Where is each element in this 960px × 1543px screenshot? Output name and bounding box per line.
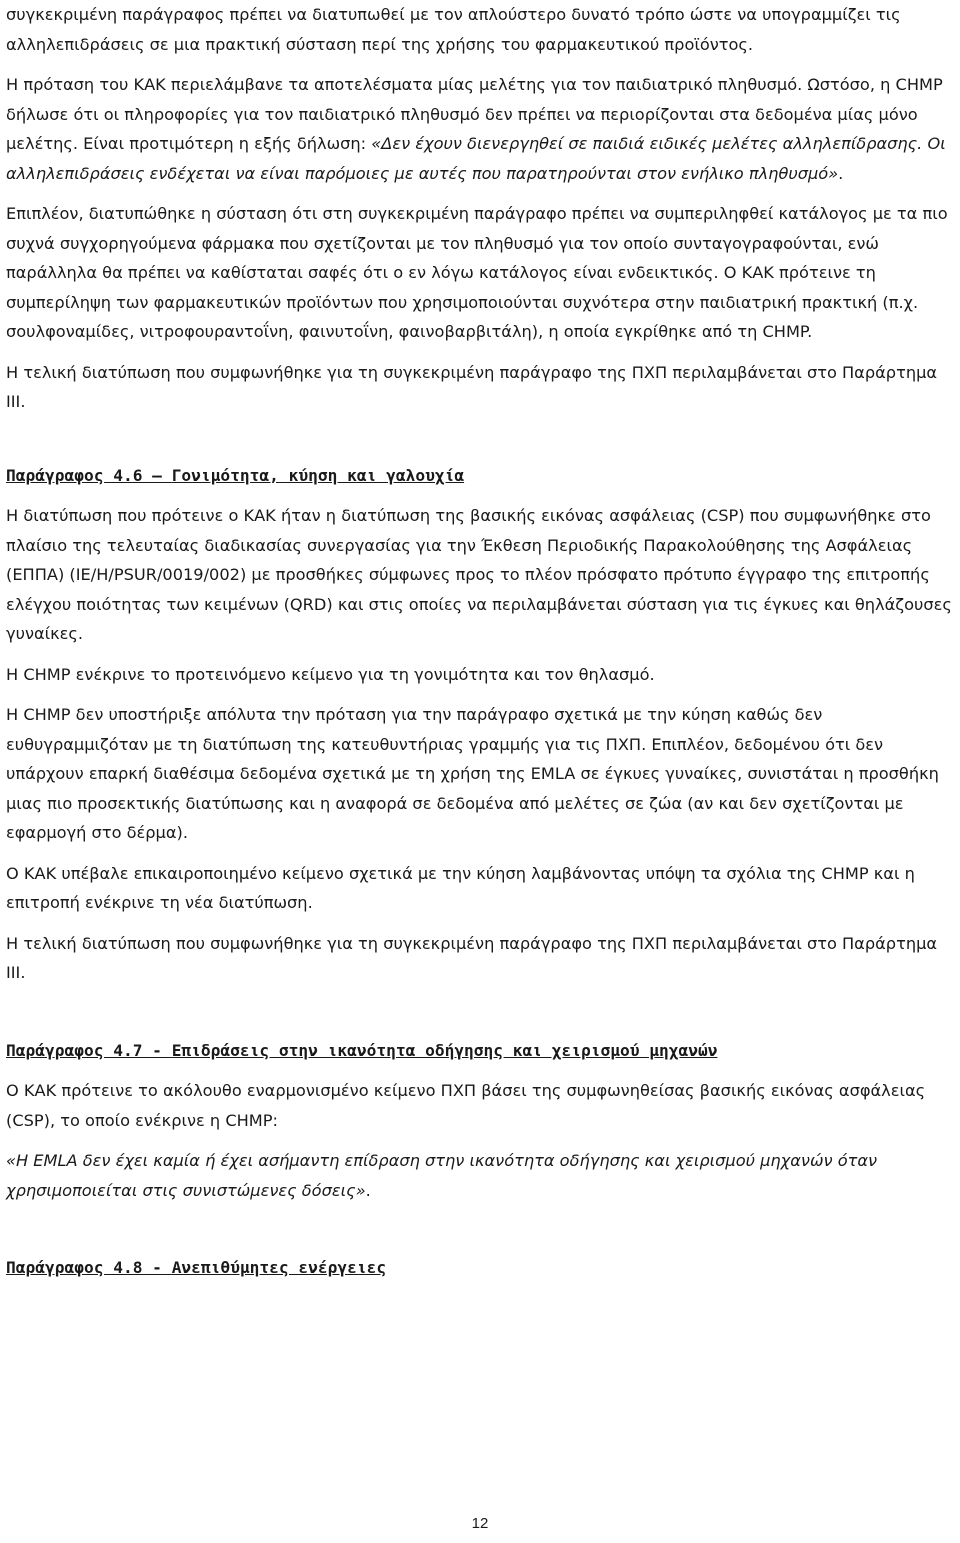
quote-end-47: . bbox=[365, 1180, 371, 1200]
paragraph-46-final-wording: Η τελική διατύπωση που συμφωνήθηκε για τη συγκεκριμένη παράγραφο της ΠΧΠ περιλαμβάνεται στο Παράρτημα ΙΙΙ. bbox=[6, 933, 938, 982]
paragraph-46-csp: Η διατύπωση που πρότεινε ο ΚΑΚ ήταν η διατύπωση της βασικής εικόνας ασφάλειας (CSP) που συμφωνήθηκε στο πλαίσιο της τελευταίας διαδικασίας συνεργασίας για την Έκθεση Περιοδικής Παρακολούθησης της Ασφάλειας (ΕΠΠΑ) (IE/H/PSUR/0019/002) με προσθήκες σύμφωνες προς το πλέον πρόσφατο πρότυπο έγγραφο της επιτροπής ελέγχου ποιότητας των κειμένων (QRD) και στις οποίες να περιλαμβάνεται σύσταση για τις έγκυες και θηλάζουσες γυναίκες. bbox=[6, 506, 952, 643]
paragraph-46-fertility: Η CHMP ενέκρινε το προτεινόμενο κείμενο για τη γονιμότητα και τον θηλασμό. bbox=[6, 664, 655, 684]
section-heading-4-6 bbox=[6, 461, 954, 491]
paragraph-kak-pediatric bbox=[6, 70, 954, 188]
paragraph-47-quote bbox=[6, 1146, 954, 1205]
section-heading-4-6-title: Γονιμότητα, κύηση και γαλουχία bbox=[171, 465, 465, 485]
paragraph-interactions-intro: συγκεκριμένη παράγραφος πρέπει να διατυπωθεί με τον απλούστερο δυνατό τρόπο ώστε να υπογραμμίζει τις αλληλεπιδράσεις σε μια πρακτική σύσταση περί της χρήσης του φαρμακευτικού προϊόντος. bbox=[6, 5, 901, 54]
section-heading-4-7 bbox=[6, 1036, 954, 1066]
section-heading-4-8-title: Ανεπιθύμητες ενέργειες bbox=[171, 1258, 387, 1277]
paragraph-kak-pediatric-text: Η πρόταση του ΚΑΚ περιελάμβανε τα αποτελέσματα μίας μελέτης για τον παιδιατρικό πληθυσμό. Ωστόσο, η CHMP δήλωσε ότι οι πληροφορίες για τον παιδιατρικό πληθυσμό δεν πρέπει να περιορίζονται στα δεδομένα μίας μόνο μελέτης. Είναι προτιμότερη η εξής δήλωση: bbox=[6, 75, 943, 153]
paragraph-medication-list: Επιπλέον, διατυπώθηκε η σύσταση ότι στη συγκεκριμένη παράγραφο πρέπει να συμπεριληφθεί κατάλογος με τα πιο συχνά συγχορηγούμενα φάρμακα που σχετίζονται με τον πληθυσμό για τον οποίο συνταγογραφούνται, ενώ παράλληλα θα πρέπει να καθίσταται σαφές ότι ο εν λόγω κατάλογος είναι ενδεικτικός. Ο ΚΑΚ πρότεινε τη συμπερίληψη των φαρμακευτικών προϊόντων που χρησιμοποιούνται συχνότερα στην παιδιατρική πρακτική (π.χ. σουλφοναμίδες, νιτροφουραντοΐνη, φαινυτοΐνη, φαινοβαρβιτάλη), η οποία εγκρίθηκε από τη CHMP. bbox=[6, 204, 948, 341]
paragraph-47-proposal: Ο ΚΑΚ πρότεινε το ακόλουθο εναρμονισμένο κείμενο ΠΧΠ βάσει της συμφωνηθείσας βασικής εικόνας ασφάλειας (CSP), το οποίο ενέκρινε η CHMP: bbox=[6, 1081, 926, 1130]
section-heading-4-8 bbox=[6, 1253, 954, 1283]
section-heading-4-7-number: Παράγραφος 4.7 - bbox=[6, 1040, 172, 1060]
paragraph-46-pregnancy: Η CHMP δεν υποστήριξε απόλυτα την πρόταση για την παράγραφο σχετικά με την κύηση καθώς δεν ευθυγραμμιζόταν με τη διατύπωση της κατευθυντήριας γραμμής για τις ΠΧΠ. Επιπλέον, δεδομένου ότι δεν υπάρχουν επαρκή διαθέσιμα δεδομένα σχετικά με τη χρήση της EMLA σε έγκυες γυναίκες, συνιστάται η προσθήκη μιας πιο προσεκτικής διατύπωσης και η αναφορά σε δεδομένα από μελέτες σε ζώα (αν και δεν σχετίζονται με εφαρμογή στο δέρμα). bbox=[6, 705, 939, 842]
quoted-statement: «Δεν έχουν διενεργηθεί σε παιδιά ειδικές μελέτες αλληλεπίδρασης. Οι αλληλεπιδράσεις ενδέχεται να είναι παρόμοιες με αυτές που παρατηρούνται στον ενήλικο πληθυσμό» bbox=[6, 134, 946, 183]
page-number: 12 bbox=[471, 1515, 489, 1532]
paragraph-46-updated-text: Ο ΚΑΚ υπέβαλε επικαιροποιημένο κείμενο σχετικά με την κύηση λαμβάνοντας υπόψη τα σχόλια της CHMP και η επιτροπή ενέκρινε τη νέα διατύπωση. bbox=[6, 863, 915, 912]
document-page bbox=[6, 0, 954, 1283]
section-heading-4-8-number: Παράγραφος 4.8 - bbox=[6, 1258, 172, 1277]
section-heading-4-7-title: Επιδράσεις στην ικανότητα οδήγησης και χειρισμού μηχανών bbox=[171, 1040, 718, 1060]
quoted-statement-47: «Η EMLA δεν έχει καμία ή έχει ασήμαντη επίδραση στην ικανότητα οδήγησης και χειρισμού μηχανών όταν χρησιμοποιείται στις συνιστώμενες δόσεις» bbox=[6, 1151, 878, 1200]
section-heading-4-6-number: Παράγραφος 4.6 – bbox=[6, 465, 172, 485]
quote-end: . bbox=[838, 163, 844, 183]
paragraph-final-wording-45: Η τελική διατύπωση που συμφωνήθηκε για τη συγκεκριμένη παράγραφο της ΠΧΠ περιλαμβάνεται στο Παράρτημα ΙΙΙ. bbox=[6, 362, 938, 411]
